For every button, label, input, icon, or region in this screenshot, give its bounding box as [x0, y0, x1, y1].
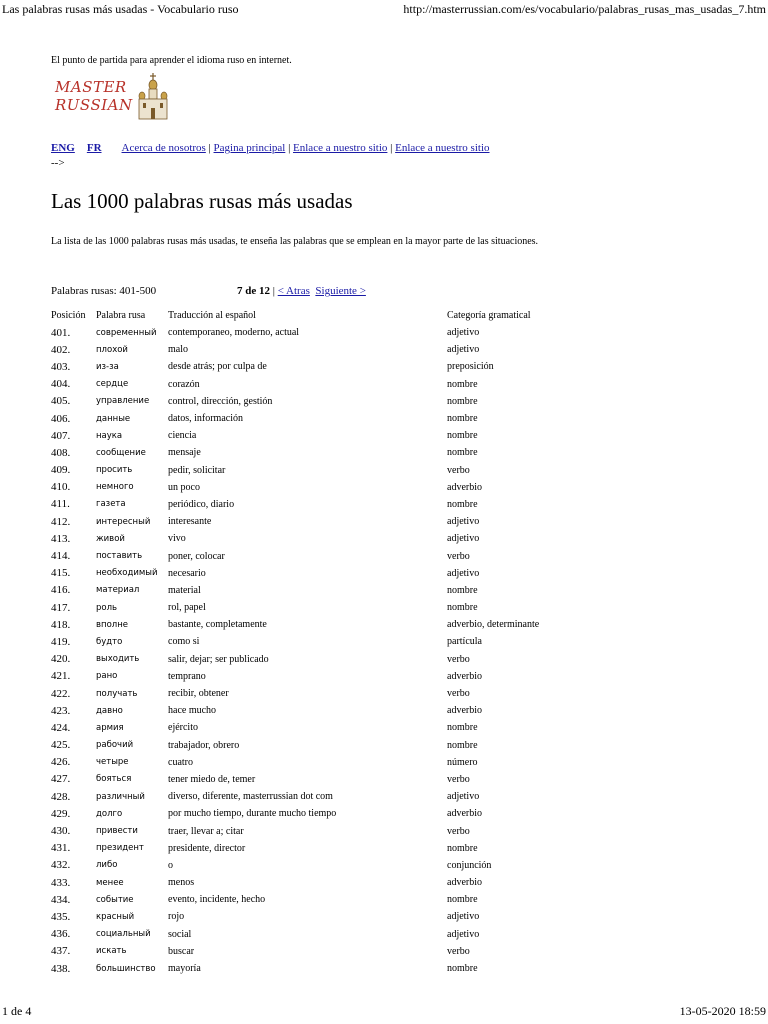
cell-russian-word: получать: [96, 688, 138, 699]
cell-russian-word: необходимый: [96, 568, 158, 579]
cell-category: verbo: [447, 945, 470, 957]
cell-russian-word: выходить: [96, 654, 140, 665]
cell-translation: poner, colocar: [168, 550, 225, 562]
page-content: [51, 52, 741, 977]
table-row: [51, 668, 667, 685]
cell-russian-word: роль: [96, 602, 118, 613]
cell-position: 407.: [51, 429, 71, 442]
page-title: Las 1000 palabras rusas más usadas: [51, 189, 353, 213]
cell-category: verbo: [447, 825, 470, 837]
table-row: [51, 479, 667, 496]
cell-category: preposición: [447, 361, 494, 373]
table-row: [51, 874, 667, 891]
tagline: El punto de partida para aprender el idioma ruso en internet.: [51, 55, 292, 66]
cell-position: 436.: [51, 928, 71, 941]
cell-russian-word: большинство: [96, 963, 156, 974]
table-row: [51, 719, 667, 736]
cell-category: adverbio: [447, 877, 482, 889]
cell-translation: un poco: [168, 481, 200, 493]
print-page-url: http://masterrussian.com/es/vocabulario/palabras_rusas_mas_usadas_7.htm: [403, 2, 766, 16]
table-row: [51, 960, 667, 977]
nav-separator: |: [288, 142, 291, 154]
cell-category: nombre: [447, 963, 478, 975]
print-page-title: Las palabras rusas más usadas - Vocabulario ruso: [2, 2, 239, 16]
cell-category: verbo: [447, 550, 470, 562]
table-row: [51, 685, 667, 702]
cell-category: nombre: [447, 413, 478, 425]
print-datetime: 13-05-2020 18:59: [679, 1004, 766, 1018]
cell-position: 418.: [51, 618, 71, 631]
cell-russian-word: событие: [96, 894, 134, 905]
table-row: [51, 805, 667, 822]
cell-russian-word: давно: [96, 705, 123, 716]
cell-position: 414.: [51, 550, 71, 563]
cell-category: conjunción: [447, 859, 492, 871]
cell-translation: traer, llevar a; citar: [168, 825, 244, 837]
cell-russian-word: армия: [96, 722, 124, 733]
cell-translation: ciencia: [168, 430, 197, 442]
table-row: [51, 633, 667, 650]
cell-translation: bastante, completamente: [168, 619, 267, 631]
cell-category: nombre: [447, 894, 478, 906]
table-row: [51, 908, 667, 925]
intro-text: La lista de las 1000 palabras rusas más usadas, te enseña las palabras que se emplean en la mayor parte de las situaciones.: [51, 236, 539, 247]
table-row: [51, 376, 667, 393]
table-row: [51, 754, 667, 771]
cell-translation: material: [168, 584, 201, 596]
cell-position: 437.: [51, 945, 71, 958]
cell-translation: buscar: [168, 945, 195, 957]
logo-line-1: MASTER: [55, 78, 127, 96]
cell-category: nombre: [447, 602, 478, 614]
table-row: [51, 943, 667, 960]
cell-position: 413.: [51, 532, 71, 545]
table-row: [51, 822, 667, 839]
cell-category: adverbio: [447, 808, 482, 820]
table-header-row: [51, 307, 667, 324]
cell-russian-word: материал: [96, 585, 140, 596]
nav-link-home[interactable]: Pagina principal: [213, 142, 286, 154]
cell-russian-word: управление: [96, 396, 150, 407]
cell-position: 416.: [51, 584, 71, 597]
cell-translation: diverso, diferente, masterrussian dot com: [168, 791, 333, 803]
cell-category: verbo: [447, 688, 470, 700]
cell-translation: ejército: [168, 722, 198, 734]
nav-separator: |: [390, 142, 393, 154]
cell-position: 435.: [51, 910, 71, 923]
word-table: [51, 307, 667, 977]
table-row: [51, 651, 667, 668]
cell-translation: recibir, obtener: [168, 688, 229, 700]
cell-position: 406.: [51, 412, 71, 425]
cell-category: adjetivo: [447, 567, 480, 579]
nav-link-link-to-site-2[interactable]: Enlace a nuestro sitio: [395, 142, 490, 154]
cell-russian-word: поставить: [96, 551, 143, 562]
print-footer: [2, 1004, 766, 1020]
cell-russian-word: наука: [96, 430, 123, 441]
cell-position: 408.: [51, 446, 71, 459]
logo-line-2: RUSSIAN: [55, 96, 133, 114]
nav-link-about[interactable]: Acerca de nosotros: [121, 142, 206, 154]
cell-russian-word: вполне: [96, 619, 128, 630]
cell-translation: necesario: [168, 567, 206, 579]
table-row: [51, 857, 667, 874]
cell-position: 417.: [51, 601, 71, 614]
cell-translation: desde atrás; por culpa de: [168, 361, 267, 373]
cell-position: 402.: [51, 343, 71, 356]
cell-category: adverbio: [447, 705, 482, 717]
cell-russian-word: интересный: [96, 516, 151, 527]
cell-translation: vivo: [168, 533, 186, 545]
cell-category: adverbio: [447, 481, 482, 493]
table-row: [51, 530, 667, 547]
cell-russian-word: различный: [96, 791, 145, 802]
cell-russian-word: рабочий: [96, 740, 134, 751]
cell-category: nombre: [447, 447, 478, 459]
cell-category: verbo: [447, 653, 470, 665]
cell-translation: tener miedo de, temer: [168, 773, 256, 785]
cell-position: 425.: [51, 739, 71, 752]
pager: [51, 285, 741, 299]
cell-russian-word: менее: [96, 877, 124, 888]
church-icon: [133, 72, 173, 122]
word-range: Palabras rusas: 401-500: [51, 285, 157, 297]
cell-translation: hace mucho: [168, 705, 217, 717]
cell-translation: pedir, solicitar: [168, 464, 226, 476]
lang-eng-link[interactable]: ENG: [51, 142, 75, 154]
cell-category: adjetivo: [447, 344, 480, 356]
table-row: [51, 702, 667, 719]
table-row: [51, 599, 667, 616]
cell-russian-word: газета: [96, 499, 126, 510]
cell-category: adjetivo: [447, 327, 480, 339]
cell-category: adjetivo: [447, 928, 480, 940]
table-row: [51, 341, 667, 358]
col-header-category: Categoría gramatical: [447, 310, 531, 321]
cell-category: nombre: [447, 722, 478, 734]
cell-category: adjetivo: [447, 911, 480, 923]
cell-category: número: [447, 756, 478, 768]
cell-position: 422.: [51, 687, 71, 700]
cell-translation: menos: [168, 877, 195, 889]
cell-russian-word: рано: [96, 671, 118, 682]
master-russian-logo[interactable]: [51, 72, 181, 124]
cell-position: 412.: [51, 515, 71, 528]
cell-translation: interesante: [168, 516, 212, 528]
cell-translation: contemporaneo, moderno, actual: [168, 327, 300, 339]
cell-position: 409.: [51, 464, 71, 477]
cell-russian-word: президент: [96, 843, 144, 854]
cell-translation: rojo: [168, 911, 185, 923]
cell-russian-word: привести: [96, 826, 138, 837]
cell-translation: evento, incidente, hecho: [168, 894, 266, 906]
cell-russian-word: долго: [96, 808, 123, 819]
cell-translation: datos, información: [168, 413, 243, 425]
table-row: [51, 393, 667, 410]
cell-russian-word: красный: [96, 911, 135, 922]
cell-russian-word: социальный: [96, 929, 151, 940]
cell-russian-word: плохой: [96, 344, 128, 355]
cell-category: nombre: [447, 395, 478, 407]
cell-position: 405.: [51, 395, 71, 408]
cell-position: 433.: [51, 876, 71, 889]
cell-translation: salir, dejar; ser publicado: [168, 653, 269, 665]
table-row: [51, 737, 667, 754]
table-row: [51, 926, 667, 943]
cell-position: 426.: [51, 756, 71, 769]
cell-category: adverbio, determinante: [447, 619, 540, 631]
cell-position: 411.: [51, 498, 70, 511]
cell-russian-word: живой: [96, 533, 125, 544]
cell-translation: rol, papel: [168, 602, 206, 614]
table-row: [51, 444, 667, 461]
cell-russian-word: четыре: [96, 757, 129, 768]
cell-russian-word: немного: [96, 482, 134, 493]
cell-translation: malo: [168, 344, 188, 356]
cell-position: 423.: [51, 704, 71, 717]
cell-category: verbo: [447, 773, 470, 785]
table-row: [51, 788, 667, 805]
cell-position: 419.: [51, 635, 71, 648]
cell-translation: trabajador, obrero: [168, 739, 240, 751]
cell-translation: o: [168, 859, 173, 871]
prev-page-link[interactable]: < Atras: [277, 285, 310, 297]
cell-category: nombre: [447, 498, 478, 510]
table-row: [51, 427, 667, 444]
table-row: [51, 358, 667, 375]
cell-translation: por mucho tiempo, durante mucho tiempo: [168, 808, 337, 820]
cell-position: 429.: [51, 807, 71, 820]
table-row: [51, 771, 667, 788]
cell-translation: presidente, director: [168, 842, 246, 854]
page-indicator: 7 de 12: [237, 285, 270, 297]
cell-russian-word: данные: [96, 413, 131, 424]
table-row: [51, 840, 667, 857]
cell-category: verbo: [447, 464, 470, 476]
col-header-translation: Traducción al español: [168, 310, 256, 321]
cell-position: 410.: [51, 481, 71, 494]
cell-translation: temprano: [168, 670, 206, 682]
col-header-russian-word: Palabra rusa: [96, 310, 146, 321]
cell-position: 415.: [51, 567, 71, 580]
cell-translation: social: [168, 928, 192, 940]
cell-translation: mayoría: [168, 963, 201, 975]
cell-position: 421.: [51, 670, 71, 683]
cell-category: adjetivo: [447, 533, 480, 545]
cell-translation: corazón: [168, 378, 200, 390]
cell-category: adverbio: [447, 670, 482, 682]
cell-category: partícula: [447, 636, 482, 648]
cell-russian-word: просить: [96, 465, 133, 476]
cell-russian-word: бояться: [96, 774, 132, 785]
cell-translation: mensaje: [168, 447, 201, 459]
cell-position: 431.: [51, 842, 71, 855]
stray-markup-text: -->: [51, 157, 65, 169]
cell-category: nombre: [447, 739, 478, 751]
table-row: [51, 565, 667, 582]
lang-fr-link[interactable]: FR: [86, 142, 102, 154]
cell-position: 430.: [51, 825, 71, 838]
table-row: [51, 496, 667, 513]
table-row: [51, 582, 667, 599]
col-header-position: Posición: [51, 310, 86, 321]
cell-russian-word: либо: [96, 860, 118, 871]
table-body: [51, 324, 667, 977]
cell-russian-word: из-за: [96, 361, 119, 372]
table-row: [51, 616, 667, 633]
cell-category: adjetivo: [447, 516, 480, 528]
cell-translation: periódico, diario: [168, 498, 235, 510]
cell-position: 434.: [51, 893, 71, 906]
cell-translation: control, dirección, gestión: [168, 395, 273, 407]
cell-russian-word: сообщение: [96, 447, 146, 458]
pager-nav: [237, 285, 366, 297]
table-row: [51, 513, 667, 530]
pager-separator: |: [272, 285, 275, 297]
cell-position: 427.: [51, 773, 71, 786]
print-page-count: 1 de 4: [2, 1004, 32, 1018]
table-row: [51, 324, 667, 341]
table-row: [51, 547, 667, 564]
table-row: [51, 410, 667, 427]
table-row: [51, 891, 667, 908]
cell-category: nombre: [447, 378, 478, 390]
cell-russian-word: будто: [96, 636, 123, 647]
cell-translation: como si: [168, 636, 200, 648]
cell-category: adjetivo: [447, 791, 480, 803]
top-nav: [51, 142, 741, 154]
cell-position: 404.: [51, 378, 71, 391]
cell-russian-word: современный: [96, 327, 157, 338]
cell-russian-word: искать: [96, 946, 127, 957]
next-page-link[interactable]: Siguiente >: [315, 285, 366, 297]
cell-category: nombre: [447, 842, 478, 854]
cell-translation: cuatro: [168, 756, 193, 768]
cell-position: 403.: [51, 360, 71, 373]
cell-position: 401.: [51, 326, 71, 339]
cell-position: 420.: [51, 653, 71, 666]
cell-position: 424.: [51, 721, 71, 734]
cell-category: nombre: [447, 584, 478, 596]
cell-position: 438.: [51, 962, 71, 975]
table-row: [51, 462, 667, 479]
nav-link-link-to-site[interactable]: Enlace a nuestro sitio: [293, 142, 388, 154]
cell-position: 428.: [51, 790, 71, 803]
print-header: [2, 2, 766, 18]
nav-separator: |: [208, 142, 211, 154]
cell-position: 432.: [51, 859, 71, 872]
cell-russian-word: сердце: [96, 379, 129, 390]
cell-category: nombre: [447, 430, 478, 442]
